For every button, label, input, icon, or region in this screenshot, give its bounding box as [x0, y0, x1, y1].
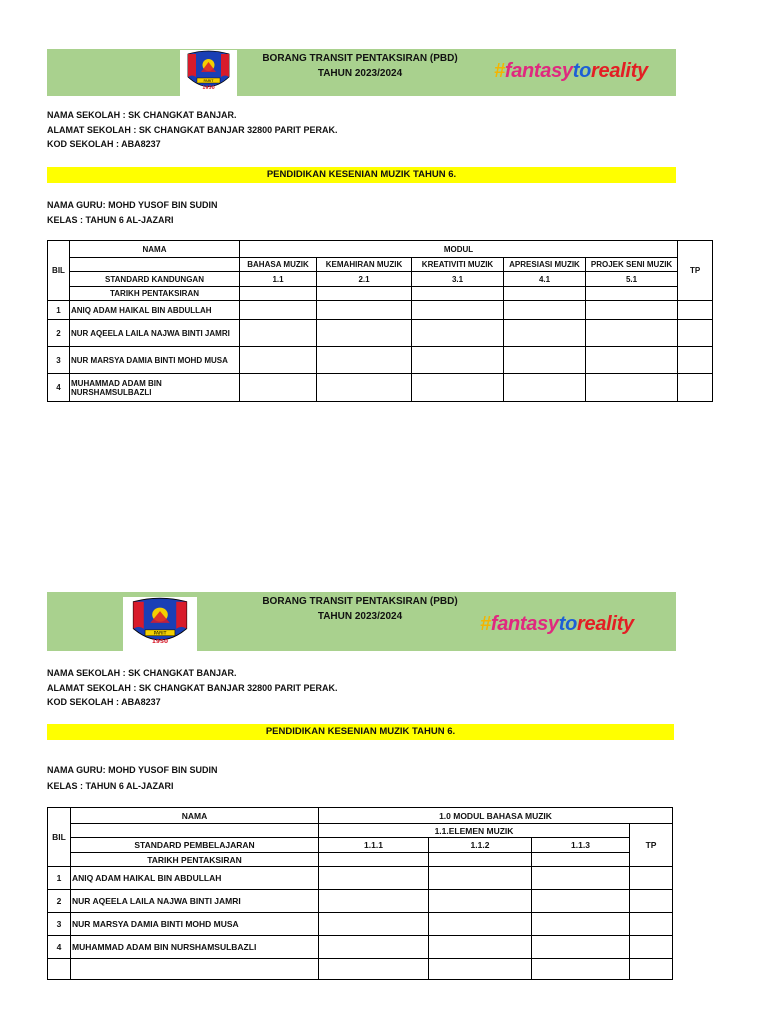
score-cell[interactable]: [317, 347, 412, 374]
score-cell[interactable]: [429, 936, 532, 959]
table-row: [48, 320, 713, 347]
score-cell[interactable]: [586, 301, 678, 320]
tp-cell[interactable]: [678, 320, 713, 347]
tp-cell[interactable]: [630, 867, 673, 890]
tarikh-label: TARIKH PENTAKSIRAN: [71, 853, 319, 867]
score-cell[interactable]: [317, 374, 412, 402]
assessment-table-bahasa-muzik: [47, 807, 673, 980]
score-cell[interactable]: [240, 374, 317, 402]
score-cell[interactable]: [429, 913, 532, 936]
modul-group-header: MODUL: [240, 241, 678, 258]
svg-text:PARIT: PARIT: [203, 79, 214, 83]
module-code: 1.1: [240, 272, 317, 287]
svg-text:1950: 1950: [151, 638, 169, 645]
school-name: NAMA SEKOLAH : SK CHANGKAT BANJAR.: [47, 110, 237, 120]
table-row: [48, 936, 673, 959]
elemen-subgroup-header: 1.1.ELEMEN MUZIK: [319, 824, 630, 838]
table-row: [48, 374, 713, 402]
tp-cell[interactable]: [678, 347, 713, 374]
student-no: [48, 959, 71, 980]
school-logo: [123, 597, 197, 651]
form-title: [230, 51, 490, 81]
standard-code: 1.1.3: [532, 838, 630, 853]
tp-cell[interactable]: [630, 913, 673, 936]
svg-text:1950: 1950: [202, 86, 215, 91]
student-name: NUR AQEELA LAILA NAJWA BINTI JAMRI: [70, 320, 240, 347]
module-name: BAHASA MUZIK: [240, 258, 317, 272]
school-info: [47, 108, 338, 152]
tp-cell[interactable]: [630, 959, 673, 980]
tp-cell[interactable]: [678, 374, 713, 402]
score-cell[interactable]: [504, 347, 586, 374]
score-cell[interactable]: [319, 959, 429, 980]
student-no: 2: [48, 890, 71, 913]
table-row: [48, 347, 713, 374]
score-cell[interactable]: [532, 867, 630, 890]
module-code: 4.1: [504, 272, 586, 287]
score-cell[interactable]: [532, 936, 630, 959]
standard-kandungan-label: STANDARD KANDUNGAN: [70, 272, 240, 287]
school-code: KOD SEKOLAH : ABA8237: [47, 697, 161, 707]
student-name: NUR MARSYA DAMIA BINTI MOHD MUSA: [70, 347, 240, 374]
score-cell[interactable]: [240, 301, 317, 320]
tp-cell[interactable]: [630, 936, 673, 959]
form-title-line1: BORANG TRANSIT PENTAKSIRAN (PBD): [262, 53, 458, 64]
score-cell[interactable]: [429, 867, 532, 890]
subject-title: PENDIDIKAN KESENIAN MUZIK TAHUN 6.: [47, 724, 674, 740]
modul-group-header: 1.0 MODUL BAHASA MUZIK: [319, 808, 673, 824]
school-logo: [180, 50, 237, 96]
teacher-name: NAMA GURU: MOHD YUSOF BIN SUDIN: [47, 765, 218, 775]
standard-pembelajaran-label: STANDARD PEMBELAJARAN: [71, 838, 319, 853]
class-name: KELAS : TAHUN 6 AL-JAZARI: [47, 781, 174, 791]
hashtag-logo: #fantasytoreality: [494, 60, 648, 82]
table-row: [48, 301, 713, 320]
class-name: KELAS : TAHUN 6 AL-JAZARI: [47, 214, 174, 225]
student-name: NUR MARSYA DAMIA BINTI MOHD MUSA: [71, 913, 319, 936]
school-name: NAMA SEKOLAH : SK CHANGKAT BANJAR.: [47, 668, 237, 678]
school-code: KOD SEKOLAH : ABA8237: [47, 139, 161, 149]
student-no: 4: [48, 374, 70, 402]
score-cell[interactable]: [532, 913, 630, 936]
score-cell[interactable]: [504, 301, 586, 320]
form-title-line1: BORANG TRANSIT PENTAKSIRAN (PBD): [262, 596, 458, 607]
table-row: [48, 913, 673, 936]
score-cell[interactable]: [429, 890, 532, 913]
col-tp-header: TP: [630, 824, 673, 867]
score-cell[interactable]: [319, 936, 429, 959]
score-cell[interactable]: [586, 320, 678, 347]
score-cell[interactable]: [412, 320, 504, 347]
student-no: 2: [48, 320, 70, 347]
hashtag-logo: #fantasytoreality: [480, 613, 634, 635]
score-cell[interactable]: [504, 374, 586, 402]
standard-code: 1.1.2: [429, 838, 532, 853]
module-name: KREATIVITI MUZIK: [412, 258, 504, 272]
student-no: 1: [48, 301, 70, 320]
score-cell[interactable]: [586, 347, 678, 374]
score-cell[interactable]: [240, 320, 317, 347]
school-crest-icon: [123, 597, 197, 651]
col-bil-header: BIL: [48, 808, 71, 867]
assessment-table-modules: [47, 240, 713, 402]
form-title-line2: TAHUN 2023/2024: [317, 68, 403, 79]
tp-cell[interactable]: [630, 890, 673, 913]
score-cell[interactable]: [319, 913, 429, 936]
student-name: NUR AQEELA LAILA NAJWA BINTI JAMRI: [71, 890, 319, 913]
school-address: ALAMAT SEKOLAH : SK CHANGKAT BANJAR 32800 PARIT PERAK.: [47, 124, 338, 135]
teacher-name: NAMA GURU: MOHD YUSOF BIN SUDIN: [47, 200, 218, 210]
score-cell[interactable]: [317, 320, 412, 347]
svg-text:PARIT: PARIT: [153, 631, 167, 637]
score-cell[interactable]: [504, 320, 586, 347]
module-code: 2.1: [317, 272, 412, 287]
score-cell[interactable]: [412, 374, 504, 402]
tp-cell[interactable]: [678, 301, 713, 320]
module-name: KEMAHIRAN MUZIK: [317, 258, 412, 272]
school-info: [47, 666, 338, 710]
form-title-line2: TAHUN 2023/2024: [317, 611, 403, 622]
student-name: MUHAMMAD ADAM BIN NURSHAMSULBAZLI: [70, 374, 240, 402]
student-no: 3: [48, 347, 70, 374]
module-code: 3.1: [412, 272, 504, 287]
student-no: 1: [48, 867, 71, 890]
col-nama-header: NAMA: [70, 241, 240, 258]
score-cell[interactable]: [240, 347, 317, 374]
module-name: PROJEK SENI MUZIK: [586, 258, 678, 272]
score-cell[interactable]: [412, 347, 504, 374]
score-cell[interactable]: [319, 890, 429, 913]
student-name: MUHAMMAD ADAM BIN NURSHAMSULBAZLI: [71, 936, 319, 959]
teacher-info: [47, 198, 218, 227]
table-row: [48, 890, 673, 913]
school-crest-icon: [180, 50, 237, 96]
col-bil-header: BIL: [48, 241, 70, 301]
student-name: ANIQ ADAM HAIKAL BIN ABDULLAH: [70, 301, 240, 320]
table-row: [48, 867, 673, 890]
score-cell[interactable]: [319, 867, 429, 890]
student-no: 4: [48, 936, 71, 959]
standard-code: 1.1.1: [319, 838, 429, 853]
col-tp-header: TP: [678, 241, 713, 301]
teacher-info: [47, 762, 218, 794]
school-address: ALAMAT SEKOLAH : SK CHANGKAT BANJAR 32800 PARIT PERAK.: [47, 682, 338, 693]
score-cell[interactable]: [317, 301, 412, 320]
student-no: 3: [48, 913, 71, 936]
tarikh-label: TARIKH PENTAKSIRAN: [70, 287, 240, 301]
score-cell[interactable]: [532, 959, 630, 980]
student-name: [71, 959, 319, 980]
module-code: 5.1: [586, 272, 678, 287]
student-name: ANIQ ADAM HAIKAL BIN ABDULLAH: [71, 867, 319, 890]
subject-title: PENDIDIKAN KESENIAN MUZIK TAHUN 6.: [47, 167, 676, 183]
form-title: [230, 594, 490, 624]
score-cell[interactable]: [532, 890, 630, 913]
score-cell[interactable]: [412, 301, 504, 320]
score-cell[interactable]: [429, 959, 532, 980]
score-cell[interactable]: [586, 374, 678, 402]
col-nama-header: NAMA: [71, 808, 319, 824]
module-name: APRESIASI MUZIK: [504, 258, 586, 272]
table-row: [48, 959, 673, 980]
